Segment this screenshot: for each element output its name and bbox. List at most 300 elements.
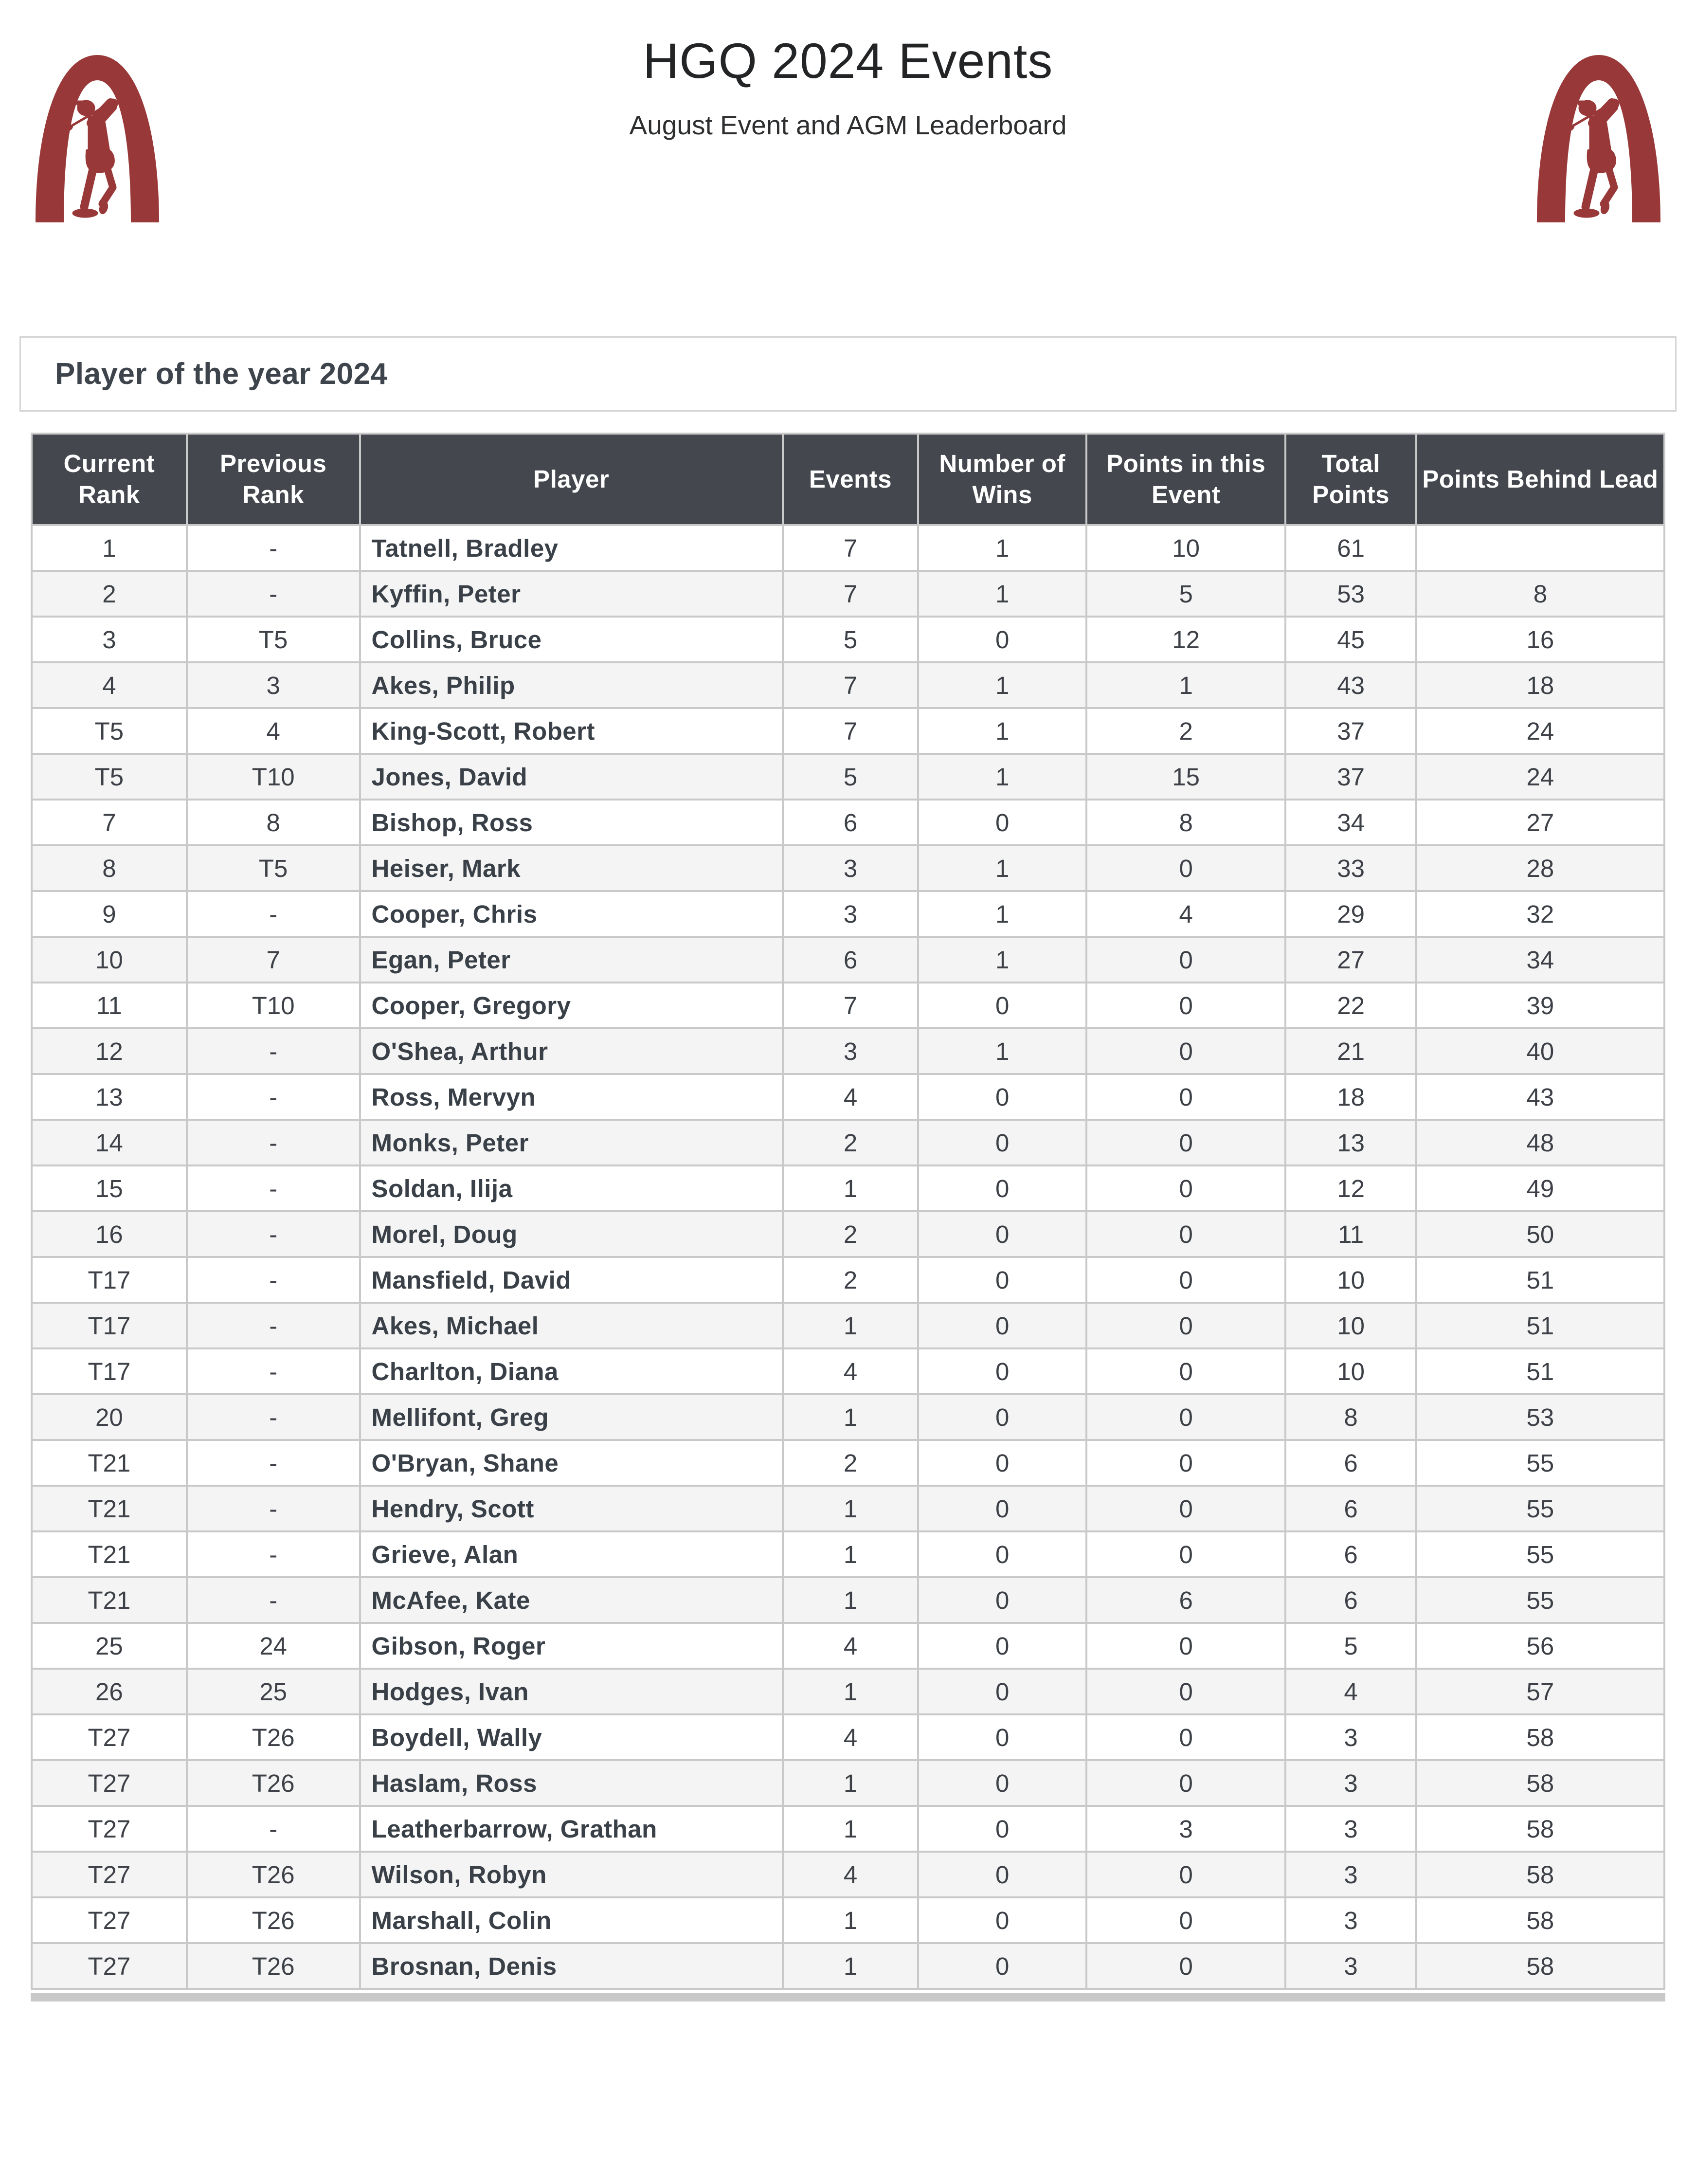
table-row [32, 708, 1664, 754]
table-row [32, 937, 1664, 983]
cell-points-event: 8 [1086, 800, 1285, 845]
cell-player: Hendry, Scott [360, 1486, 783, 1531]
cell-behind-lead: 51 [1416, 1257, 1664, 1303]
cell-points-event: 10 [1086, 525, 1285, 571]
cell-previous-rank: T5 [187, 845, 360, 891]
cell-current-rank: T27 [32, 1806, 187, 1852]
cell-total-points: 33 [1285, 845, 1416, 891]
cell-events: 1 [783, 1943, 919, 1989]
cell-events: 2 [783, 1257, 919, 1303]
cell-player: Mellifont, Greg [360, 1394, 783, 1440]
table-row [32, 1348, 1664, 1394]
cell-current-rank: 10 [32, 937, 187, 983]
cell-player: Hodges, Ivan [360, 1669, 783, 1714]
cell-previous-rank: T26 [187, 1760, 360, 1806]
cell-current-rank: T17 [32, 1348, 187, 1394]
cell-points-event: 2 [1086, 708, 1285, 754]
cell-current-rank: 4 [32, 662, 187, 708]
cell-previous-rank: - [187, 1806, 360, 1852]
leaderboard-table-container [31, 433, 1665, 2002]
cell-events: 4 [783, 1074, 919, 1120]
cell-previous-rank: - [187, 1074, 360, 1120]
cell-points-event: 0 [1086, 1623, 1285, 1669]
cell-behind-lead: 49 [1416, 1165, 1664, 1211]
cell-player: Jones, David [360, 754, 783, 800]
cell-points-event: 0 [1086, 1852, 1285, 1897]
column-header-points-this-event: Points in this Event [1086, 434, 1285, 525]
cell-player: Charlton, Diana [360, 1348, 783, 1394]
cell-total-points: 3 [1285, 1852, 1416, 1897]
cell-behind-lead: 18 [1416, 662, 1664, 708]
cell-current-rank: 3 [32, 617, 187, 662]
cell-player: Cooper, Chris [360, 891, 783, 937]
cell-wins: 0 [918, 1806, 1086, 1852]
cell-behind-lead: 58 [1416, 1760, 1664, 1806]
cell-points-event: 0 [1086, 1486, 1285, 1531]
cell-points-event: 3 [1086, 1806, 1285, 1852]
cell-total-points: 43 [1285, 662, 1416, 708]
cell-player: Akes, Michael [360, 1303, 783, 1348]
cell-events: 7 [783, 571, 919, 617]
cell-wins: 1 [918, 662, 1086, 708]
cell-wins: 0 [918, 1943, 1086, 1989]
cell-previous-rank: - [187, 1303, 360, 1348]
cell-player: Cooper, Gregory [360, 983, 783, 1028]
cell-behind-lead: 58 [1416, 1714, 1664, 1760]
table-row [32, 983, 1664, 1028]
column-header-player: Player [360, 434, 783, 525]
table-row [32, 1394, 1664, 1440]
cell-total-points: 13 [1285, 1120, 1416, 1165]
cell-behind-lead: 55 [1416, 1531, 1664, 1577]
cell-behind-lead: 28 [1416, 845, 1664, 891]
cell-current-rank: T5 [32, 754, 187, 800]
cell-current-rank: 9 [32, 891, 187, 937]
cell-player: Bishop, Ross [360, 800, 783, 845]
cell-total-points: 10 [1285, 1257, 1416, 1303]
cell-previous-rank: 25 [187, 1669, 360, 1714]
cell-player: Egan, Peter [360, 937, 783, 983]
cell-current-rank: T17 [32, 1257, 187, 1303]
cell-events: 2 [783, 1120, 919, 1165]
cell-events: 7 [783, 525, 919, 571]
table-row [32, 1760, 1664, 1806]
table-row [32, 1852, 1664, 1897]
table-row [32, 800, 1664, 845]
cell-player: Marshall, Colin [360, 1897, 783, 1943]
cell-player: Heiser, Mark [360, 845, 783, 891]
cell-events: 4 [783, 1348, 919, 1394]
cell-points-event: 0 [1086, 1714, 1285, 1760]
cell-events: 2 [783, 1440, 919, 1486]
cell-total-points: 37 [1285, 754, 1416, 800]
cell-current-rank: T27 [32, 1714, 187, 1760]
cell-total-points: 29 [1285, 891, 1416, 937]
cell-behind-lead: 53 [1416, 1394, 1664, 1440]
cell-current-rank: T21 [32, 1531, 187, 1577]
cell-total-points: 21 [1285, 1028, 1416, 1074]
cell-points-event: 15 [1086, 754, 1285, 800]
cell-events: 4 [783, 1714, 919, 1760]
table-row [32, 617, 1664, 662]
cell-wins: 0 [918, 800, 1086, 845]
cell-player: Soldan, Ilija [360, 1165, 783, 1211]
cell-wins: 0 [918, 1394, 1086, 1440]
cell-total-points: 12 [1285, 1165, 1416, 1211]
cell-wins: 0 [918, 1074, 1086, 1120]
table-row [32, 1531, 1664, 1577]
cell-points-event: 0 [1086, 1074, 1285, 1120]
cell-points-event: 0 [1086, 1897, 1285, 1943]
column-header-total-points: Total Points [1285, 434, 1416, 525]
cell-previous-rank: T26 [187, 1897, 360, 1943]
column-header-current-rank: Current Rank [32, 434, 187, 525]
cell-points-event: 0 [1086, 1303, 1285, 1348]
leaderboard-rows [32, 525, 1664, 1989]
cell-current-rank: T27 [32, 1897, 187, 1943]
cell-events: 6 [783, 800, 919, 845]
section-panel [19, 336, 1677, 412]
cell-total-points: 10 [1285, 1348, 1416, 1394]
cell-current-rank: 7 [32, 800, 187, 845]
cell-wins: 0 [918, 1577, 1086, 1623]
cell-wins: 0 [918, 1623, 1086, 1669]
cell-player: Mansfield, David [360, 1257, 783, 1303]
cell-player: Collins, Bruce [360, 617, 783, 662]
cell-wins: 1 [918, 845, 1086, 891]
cell-points-event: 0 [1086, 1440, 1285, 1486]
cell-previous-rank: T26 [187, 1714, 360, 1760]
cell-total-points: 61 [1285, 525, 1416, 571]
cell-previous-rank: 3 [187, 662, 360, 708]
table-row [32, 1943, 1664, 1989]
column-header-number-of-wins: Number of Wins [918, 434, 1086, 525]
cell-total-points: 3 [1285, 1806, 1416, 1852]
cell-behind-lead: 40 [1416, 1028, 1664, 1074]
cell-points-event: 0 [1086, 1669, 1285, 1714]
cell-current-rank: T21 [32, 1440, 187, 1486]
cell-total-points: 6 [1285, 1577, 1416, 1623]
cell-wins: 0 [918, 617, 1086, 662]
table-row [32, 891, 1664, 937]
table-row [32, 845, 1664, 891]
table-row [32, 1028, 1664, 1074]
cell-player: Morel, Doug [360, 1211, 783, 1257]
cell-points-event: 0 [1086, 1211, 1285, 1257]
table-row [32, 1257, 1664, 1303]
cell-player: Grieve, Alan [360, 1531, 783, 1577]
cell-player: Kyffin, Peter [360, 571, 783, 617]
cell-previous-rank: - [187, 571, 360, 617]
cell-current-rank: T21 [32, 1486, 187, 1531]
cell-wins: 0 [918, 1669, 1086, 1714]
cell-wins: 1 [918, 891, 1086, 937]
cell-behind-lead: 50 [1416, 1211, 1664, 1257]
cell-total-points: 6 [1285, 1486, 1416, 1531]
cell-points-event: 0 [1086, 1394, 1285, 1440]
column-header-previous-rank: Previous Rank [187, 434, 360, 525]
cell-points-event: 0 [1086, 983, 1285, 1028]
cell-events: 3 [783, 845, 919, 891]
cell-player: Boydell, Wally [360, 1714, 783, 1760]
cell-points-event: 0 [1086, 1348, 1285, 1394]
cell-total-points: 6 [1285, 1440, 1416, 1486]
table-row [32, 1486, 1664, 1531]
cell-current-rank: 16 [32, 1211, 187, 1257]
page-header [0, 0, 1696, 141]
cell-previous-rank: - [187, 525, 360, 571]
cell-behind-lead: 39 [1416, 983, 1664, 1028]
cell-previous-rank: - [187, 1440, 360, 1486]
cell-previous-rank: 24 [187, 1623, 360, 1669]
cell-total-points: 22 [1285, 983, 1416, 1028]
cell-points-event: 0 [1086, 1760, 1285, 1806]
cell-total-points: 3 [1285, 1897, 1416, 1943]
page-subtitle: August Event and AGM Leaderboard [629, 110, 1067, 141]
cell-events: 5 [783, 754, 919, 800]
cell-total-points: 6 [1285, 1531, 1416, 1577]
cell-previous-rank: - [187, 1531, 360, 1577]
table-row [32, 1806, 1664, 1852]
cell-behind-lead: 51 [1416, 1303, 1664, 1348]
table-row [32, 571, 1664, 617]
cell-total-points: 34 [1285, 800, 1416, 845]
cell-wins: 0 [918, 1303, 1086, 1348]
table-row [32, 662, 1664, 708]
column-header-points-behind: Points Behind Lead [1416, 434, 1664, 525]
cell-player: Brosnan, Denis [360, 1943, 783, 1989]
cell-previous-rank: - [187, 1394, 360, 1440]
cell-player: Tatnell, Bradley [360, 525, 783, 571]
cell-events: 7 [783, 708, 919, 754]
cell-wins: 1 [918, 754, 1086, 800]
cell-wins: 0 [918, 1211, 1086, 1257]
cell-behind-lead: 51 [1416, 1348, 1664, 1394]
page-title: HGQ 2024 Events [643, 33, 1053, 89]
cell-previous-rank: T26 [187, 1852, 360, 1897]
cell-player: Monks, Peter [360, 1120, 783, 1165]
cell-wins: 0 [918, 1120, 1086, 1165]
cell-points-event: 5 [1086, 571, 1285, 617]
cell-current-rank: 11 [32, 983, 187, 1028]
cell-current-rank: 2 [32, 571, 187, 617]
cell-wins: 0 [918, 1897, 1086, 1943]
cell-previous-rank: T10 [187, 754, 360, 800]
cell-current-rank: 15 [32, 1165, 187, 1211]
cell-events: 4 [783, 1852, 919, 1897]
cell-behind-lead: 27 [1416, 800, 1664, 845]
leaderboard-table [31, 433, 1665, 1990]
cell-events: 1 [783, 1165, 919, 1211]
cell-total-points: 8 [1285, 1394, 1416, 1440]
cell-total-points: 10 [1285, 1303, 1416, 1348]
cell-points-event: 0 [1086, 937, 1285, 983]
table-row [32, 525, 1664, 571]
cell-wins: 0 [918, 1165, 1086, 1211]
table-row [32, 1303, 1664, 1348]
cell-events: 4 [783, 1623, 919, 1669]
cell-behind-lead: 55 [1416, 1577, 1664, 1623]
cell-previous-rank: - [187, 1165, 360, 1211]
cell-events: 7 [783, 662, 919, 708]
cell-player: Leatherbarrow, Grathan [360, 1806, 783, 1852]
cell-points-event: 0 [1086, 1531, 1285, 1577]
cell-wins: 1 [918, 708, 1086, 754]
cell-behind-lead: 24 [1416, 708, 1664, 754]
cell-wins: 1 [918, 571, 1086, 617]
cell-current-rank: T27 [32, 1760, 187, 1806]
cell-behind-lead: 34 [1416, 937, 1664, 983]
cell-current-rank: 13 [32, 1074, 187, 1120]
cell-wins: 0 [918, 1348, 1086, 1394]
cell-total-points: 53 [1285, 571, 1416, 617]
cell-total-points: 18 [1285, 1074, 1416, 1120]
cell-current-rank: 25 [32, 1623, 187, 1669]
cell-player: O'Bryan, Shane [360, 1440, 783, 1486]
cell-total-points: 45 [1285, 617, 1416, 662]
table-header [32, 434, 1664, 525]
table-row [32, 1623, 1664, 1669]
cell-wins: 0 [918, 1440, 1086, 1486]
cell-points-event: 1 [1086, 662, 1285, 708]
cell-player: King-Scott, Robert [360, 708, 783, 754]
cell-wins: 0 [918, 1531, 1086, 1577]
cell-behind-lead: 55 [1416, 1440, 1664, 1486]
column-header-events: Events [783, 434, 919, 525]
cell-total-points: 3 [1285, 1943, 1416, 1989]
cell-current-rank: T21 [32, 1577, 187, 1623]
cell-behind-lead: 32 [1416, 891, 1664, 937]
cell-previous-rank: - [187, 1120, 360, 1165]
cell-current-rank: 26 [32, 1669, 187, 1714]
cell-player: Wilson, Robyn [360, 1852, 783, 1897]
cell-events: 1 [783, 1577, 919, 1623]
cell-wins: 1 [918, 1028, 1086, 1074]
cell-player: Haslam, Ross [360, 1760, 783, 1806]
cell-previous-rank: - [187, 1577, 360, 1623]
cell-previous-rank: - [187, 1211, 360, 1257]
cell-player: O'Shea, Arthur [360, 1028, 783, 1074]
section-title: Player of the year 2024 [55, 357, 388, 391]
cell-behind-lead: 57 [1416, 1669, 1664, 1714]
cell-wins: 1 [918, 525, 1086, 571]
cell-points-event: 0 [1086, 1165, 1285, 1211]
cell-total-points: 4 [1285, 1669, 1416, 1714]
cell-total-points: 5 [1285, 1623, 1416, 1669]
cell-events: 3 [783, 1028, 919, 1074]
cell-previous-rank: - [187, 1257, 360, 1303]
cell-events: 1 [783, 1897, 919, 1943]
cell-behind-lead: 58 [1416, 1806, 1664, 1852]
cell-events: 1 [783, 1486, 919, 1531]
cell-events: 5 [783, 617, 919, 662]
cell-points-event: 0 [1086, 1257, 1285, 1303]
cell-player: Akes, Philip [360, 662, 783, 708]
cell-previous-rank: 4 [187, 708, 360, 754]
table-row [32, 1714, 1664, 1760]
club-golfer-logo-left-icon [31, 50, 164, 222]
cell-behind-lead: 55 [1416, 1486, 1664, 1531]
cell-total-points: 11 [1285, 1211, 1416, 1257]
cell-previous-rank: 8 [187, 800, 360, 845]
cell-events: 1 [783, 1669, 919, 1714]
cell-events: 1 [783, 1303, 919, 1348]
cell-total-points: 27 [1285, 937, 1416, 983]
cell-points-event: 0 [1086, 1028, 1285, 1074]
cell-behind-lead: 58 [1416, 1943, 1664, 1989]
cell-current-rank: 12 [32, 1028, 187, 1074]
cell-current-rank: T27 [32, 1943, 187, 1989]
table-row [32, 1440, 1664, 1486]
cell-events: 1 [783, 1531, 919, 1577]
cell-points-event: 6 [1086, 1577, 1285, 1623]
cell-previous-rank: 7 [187, 937, 360, 983]
cell-current-rank: 1 [32, 525, 187, 571]
cell-previous-rank: - [187, 891, 360, 937]
cell-behind-lead: 48 [1416, 1120, 1664, 1165]
cell-events: 6 [783, 937, 919, 983]
cell-current-rank: T5 [32, 708, 187, 754]
cell-behind-lead: 58 [1416, 1897, 1664, 1943]
cell-behind-lead: 58 [1416, 1852, 1664, 1897]
cell-events: 3 [783, 891, 919, 937]
cell-events: 7 [783, 983, 919, 1028]
cell-wins: 0 [918, 1852, 1086, 1897]
cell-total-points: 3 [1285, 1760, 1416, 1806]
cell-behind-lead: 24 [1416, 754, 1664, 800]
club-golfer-logo-right-icon [1532, 50, 1665, 222]
cell-previous-rank: T26 [187, 1943, 360, 1989]
table-row [32, 1074, 1664, 1120]
cell-player: Gibson, Roger [360, 1623, 783, 1669]
cell-previous-rank: T10 [187, 983, 360, 1028]
cell-events: 1 [783, 1806, 919, 1852]
table-row [32, 1165, 1664, 1211]
cell-wins: 0 [918, 1714, 1086, 1760]
table-row [32, 1669, 1664, 1714]
table-row [32, 1120, 1664, 1165]
cell-current-rank: T17 [32, 1303, 187, 1348]
cell-current-rank: T27 [32, 1852, 187, 1897]
cell-previous-rank: - [187, 1486, 360, 1531]
cell-points-event: 0 [1086, 1120, 1285, 1165]
cell-points-event: 0 [1086, 1943, 1285, 1989]
cell-current-rank: 8 [32, 845, 187, 891]
table-row [32, 1577, 1664, 1623]
cell-wins: 0 [918, 983, 1086, 1028]
cell-behind-lead [1416, 525, 1664, 571]
cell-current-rank: 14 [32, 1120, 187, 1165]
cell-wins: 1 [918, 937, 1086, 983]
cell-total-points: 37 [1285, 708, 1416, 754]
cell-events: 1 [783, 1394, 919, 1440]
cell-total-points: 3 [1285, 1714, 1416, 1760]
cell-behind-lead: 56 [1416, 1623, 1664, 1669]
cell-previous-rank: - [187, 1028, 360, 1074]
table-row [32, 754, 1664, 800]
cell-wins: 0 [918, 1760, 1086, 1806]
cell-points-event: 0 [1086, 845, 1285, 891]
cell-events: 1 [783, 1760, 919, 1806]
cell-points-event: 12 [1086, 617, 1285, 662]
cell-events: 2 [783, 1211, 919, 1257]
cell-wins: 0 [918, 1486, 1086, 1531]
cell-previous-rank: T5 [187, 617, 360, 662]
cell-behind-lead: 43 [1416, 1074, 1664, 1120]
cell-points-event: 4 [1086, 891, 1285, 937]
cell-player: McAfee, Kate [360, 1577, 783, 1623]
table-row [32, 1211, 1664, 1257]
